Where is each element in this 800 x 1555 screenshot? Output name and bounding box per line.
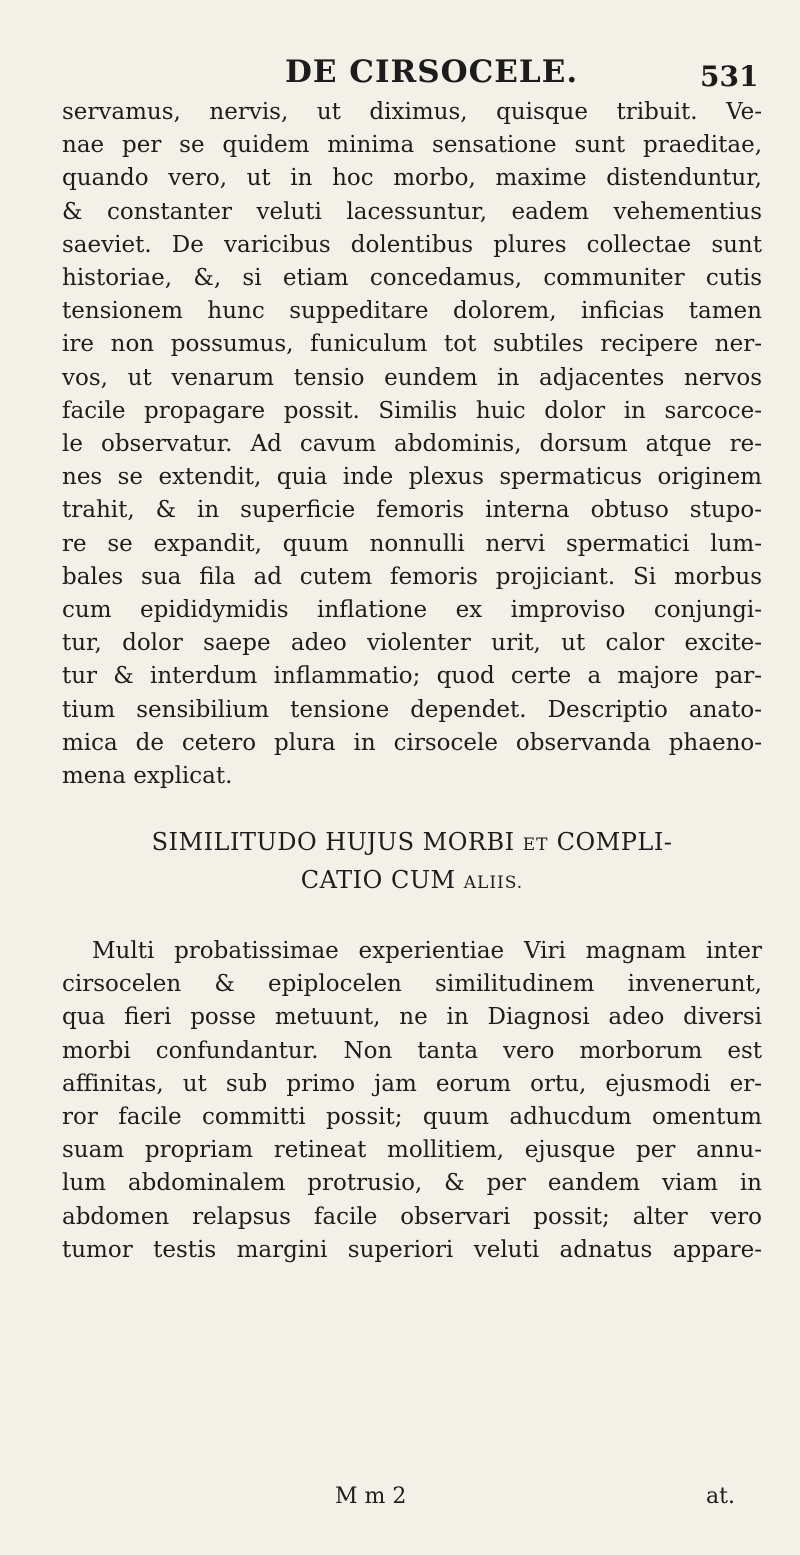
text-line: mena explicat. [62, 763, 233, 790]
text-line: abdomen relapsus facile observari possit; alter vero [62, 1203, 762, 1230]
heading-text: COMPLI- [548, 828, 673, 856]
text-line: lum abdominalem protrusio, & per eandem viam in [62, 1170, 762, 1197]
text-line: le observatur. Ad cavum abdominis, dorsum atque re- [62, 431, 762, 458]
running-head [0, 54, 800, 94]
signature-mark: M m 2 [335, 1484, 407, 1509]
text-line: ror facile committi possit; quum adhucdum omentum [62, 1104, 762, 1131]
text-line: nes se extendit, quia inde plexus spermaticus originem [62, 464, 762, 491]
text-line: historiae, &, si etiam concedamus, communiter cutis [62, 265, 762, 292]
heading-smallcap: ET [522, 835, 549, 855]
text-line: facile propagare possit. Similis huic dolor in sarcoce- [62, 397, 762, 424]
text-line: affinitas, ut sub primo jam eorum ortu, ejusmodi er- [62, 1070, 762, 1097]
paragraph-2 [62, 935, 762, 1267]
text-line: nae per se quidem minima sensatione sunt praeditae, [62, 132, 762, 159]
text-line: cum epididymidis inflatione ex improviso conjungi- [62, 597, 762, 624]
text-line: vos, ut venarum tensio eundem in adjacentes nervos [62, 364, 762, 391]
text-line: mica de cetero plura in cirsocele observanda phaeno- [62, 729, 762, 756]
text-line: tur, dolor saepe adeo violenter urit, ut calor excite- [62, 630, 762, 657]
paragraph-1 [62, 96, 762, 793]
text-line: trahit, & in superficie femoris interna obtuso stupo- [62, 497, 762, 524]
text-line: morbi confundantur. Non tanta vero morborum est [62, 1037, 762, 1064]
text-line: qua fieri posse metuunt, ne in Diagnosi adeo diversi [62, 1004, 762, 1031]
text-line: Multi probatissimae experientiae Viri magnam inter [92, 938, 762, 964]
catchword: at. [706, 1484, 735, 1509]
section-heading-line-2 [62, 866, 762, 894]
section-heading-line-1 [62, 828, 762, 856]
heading-text: SIMILITUDO HUJUS MORBI [151, 828, 523, 856]
text-line: ire non possumus, funiculum tot subtiles recipere ner- [62, 331, 762, 358]
heading-smallcap: ALIIS. [463, 873, 524, 893]
text-line: suam propriam retineat mollitiem, ejusque per annu- [62, 1137, 762, 1164]
text-line: servamus, nervis, ut diximus, quisque tribuit. Ve- [62, 99, 762, 125]
text-line: & constanter veluti lacessuntur, eadem vehementius [62, 198, 762, 225]
heading-text: CATIO CUM [300, 866, 464, 894]
text-line: tensionem hunc suppeditare dolorem, inficias tamen [62, 298, 762, 325]
text-line: bales sua fila ad cutem femoris projiciant. Si morbus [62, 563, 762, 590]
running-title: DE CIRSOCELE. [285, 54, 579, 90]
page-number: 531 [700, 60, 759, 93]
text-line: saeviet. De varicibus dolentibus plures collectae sunt [62, 231, 762, 258]
text-line: tur & interdum inflammatio; quod certe a majore par- [62, 663, 762, 690]
text-line: re se expandit, quum nonnulli nervi spermatici lum- [62, 530, 762, 557]
text-line: cirsocelen & epiplocelen similitudinem invenerunt, [62, 971, 762, 998]
text-line: tumor testis margini superiori veluti adnatus appare- [62, 1236, 762, 1263]
text-line: tium sensibilium tensione dependet. Descriptio anato- [62, 696, 762, 723]
text-line: quando vero, ut in hoc morbo, maxime distenduntur, [62, 165, 762, 192]
